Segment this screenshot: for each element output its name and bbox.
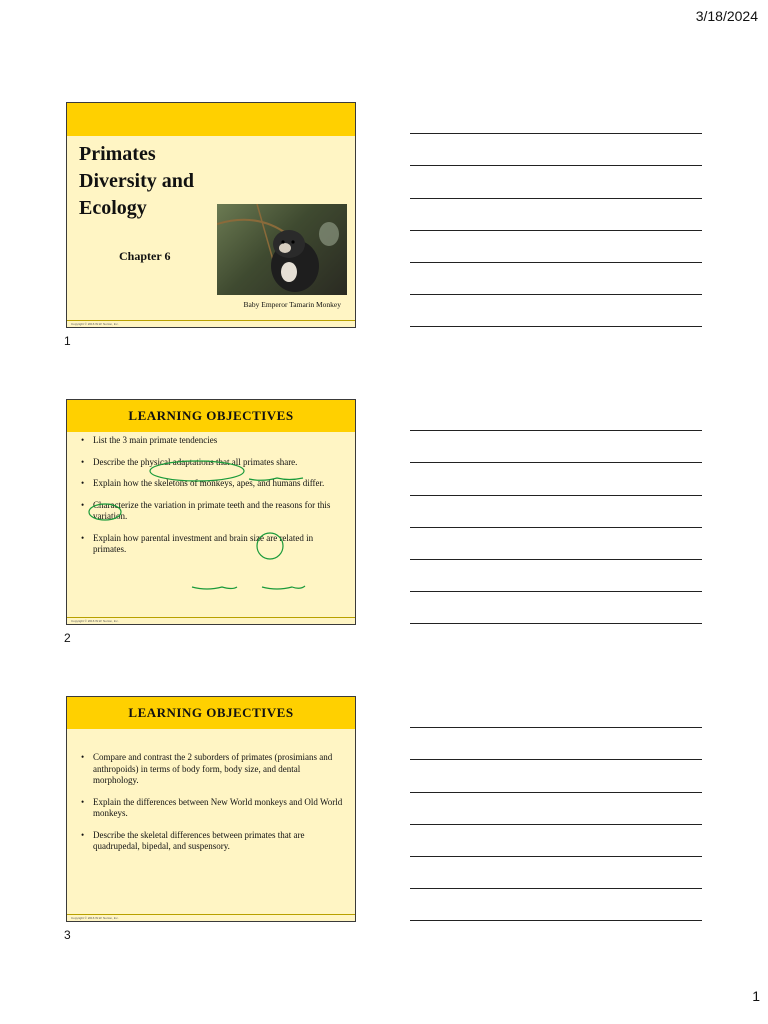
slide-footer [67,617,355,624]
list-item: • Describe the skeletal differences between primates that are quadrupedal, bipedal, and suspensory. [81,829,305,851]
slide-title-band [67,103,355,136]
note-line [410,133,702,134]
note-line [410,591,702,592]
slide-heading: LEARNING OBJECTIVES [128,705,294,720]
list-item: • List the 3 main primate tendencies [81,435,218,445]
copyright-text: Copyright © 2016 W.W. Norton, Inc. [71,916,119,920]
list-item: • Describe the physical adaptations that all primates share. [81,456,298,467]
note-line [410,294,702,295]
photo-caption: Baby Emperor Tamarin Monkey [243,300,341,309]
note-line [410,262,702,263]
note-line [410,462,702,463]
slide-number: 1 [64,334,71,348]
title-line: Ecology [79,197,147,219]
slide-footer [67,914,355,921]
note-line [410,920,702,921]
note-line [410,727,702,728]
page-number: 1 [752,988,760,1004]
slide-footer [67,320,355,327]
note-line [410,824,702,825]
list-item: • Explain how parental investment and brain size are related in primates. [81,532,314,554]
note-line [410,326,702,327]
slide-number: 3 [64,928,71,942]
list-item: • Explain how the skeletons of monkeys, apes, and humans differ. [81,478,325,488]
list-item: • Compare and contrast the 2 suborders of primates (prosimians and anthropoids) in terms of body form, body size, and dental morphology. [81,752,333,785]
list-item: • Explain the differences between New World monkeys and Old World monkeys. [81,796,343,818]
slide-title-band [67,400,355,432]
objectives-list [79,435,347,566]
note-line [410,230,702,231]
slide-number: 2 [64,631,71,645]
note-line [410,888,702,889]
note-line [410,430,702,431]
note-line [410,495,702,496]
slide-1 [66,102,356,328]
note-line [410,623,702,624]
note-line [410,527,702,528]
note-line [410,165,702,166]
slide-3 [66,696,356,922]
note-line [410,559,702,560]
note-line [410,792,702,793]
note-line [410,856,702,857]
copyright-text: Copyright © 2016 W.W. Norton, Inc. [71,619,119,623]
objectives-list [79,752,347,863]
tamarin-monkey-photo [217,204,347,295]
note-line [410,198,702,199]
print-date: 3/18/2024 [695,8,758,24]
note-line [410,759,702,760]
slide-title-band [67,697,355,729]
copyright-text: Copyright © 2016 W.W. Norton, Inc. [71,322,119,326]
list-item: • Characterize the variation in primate teeth and the reasons for this variation. [81,499,331,521]
slide-2 [66,399,356,625]
slide-heading: LEARNING OBJECTIVES [128,408,294,423]
chapter-label: Chapter 6 [119,249,171,263]
slide-title [79,141,194,222]
title-line: Diversity and [79,170,194,192]
title-line: Primates [79,143,156,165]
